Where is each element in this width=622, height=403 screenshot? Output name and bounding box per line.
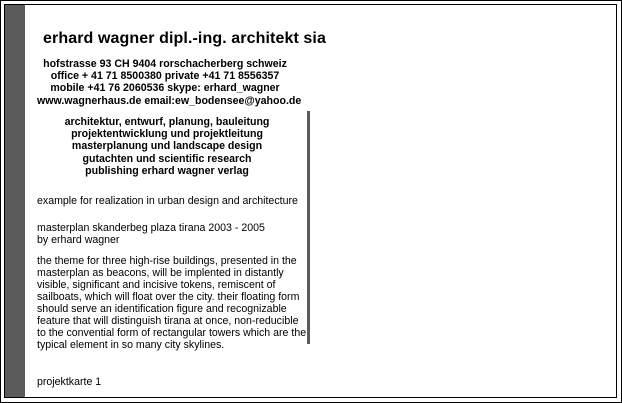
page-title: erhard wagner dipl.-ing. architekt sia bbox=[43, 30, 326, 47]
card-footer-label: projektkarte 1 bbox=[37, 376, 102, 388]
vertical-rule bbox=[307, 111, 310, 344]
description-line: masterplan as beacons, will be implented in distantly bbox=[37, 267, 284, 279]
service-item: architektur, entwurf, planung, bauleitung bbox=[64, 116, 270, 128]
description-line: sailboats, which will float over the city. their floating form bbox=[37, 291, 300, 303]
address-line: hofstrasse 93 CH 9404 rorschacherberg schweiz bbox=[43, 58, 287, 70]
description-line: to the convential form of rectangular towers which are the bbox=[37, 327, 307, 339]
project-title-block bbox=[37, 222, 265, 246]
description-line: should serve an identification figure and recognizable bbox=[37, 303, 287, 315]
project-title: masterplan skanderbeg plaza tirana 2003 - 2005 bbox=[37, 222, 265, 234]
description-line: visible, significant and incisive tokens, remiscent of bbox=[37, 279, 276, 291]
service-item: projektentwicklung und projektleitung bbox=[71, 128, 263, 141]
contact-block bbox=[37, 58, 302, 107]
service-item: masterplanung und landscape design bbox=[71, 140, 263, 153]
service-item: publishing erhard wagner verlag bbox=[85, 164, 249, 177]
mobile-skype-line: mobile +41 76 2060536 skype: erhard_wagner bbox=[50, 82, 280, 95]
services-list bbox=[60, 116, 274, 177]
left-accent-bar bbox=[5, 5, 25, 397]
phone-line: office + 41 71 8500380 private +41 71 8556357 bbox=[50, 70, 280, 83]
web-email-line: www.wagnerhaus.de email:ew_bodensee@yahoo.de bbox=[37, 94, 302, 107]
description-line: typical element in so many city skylines. bbox=[37, 339, 225, 351]
project-author: by erhard wagner bbox=[37, 234, 120, 246]
service-item: gutachten und scientific research bbox=[82, 152, 252, 165]
project-description bbox=[37, 255, 306, 351]
description-line: feature that will distinguish tirana at once, non-reducible bbox=[37, 315, 299, 327]
description-line: the theme for three high-rise buildings, presented in the bbox=[37, 255, 297, 267]
example-heading: example for realization in urban design and architecture bbox=[37, 195, 298, 207]
